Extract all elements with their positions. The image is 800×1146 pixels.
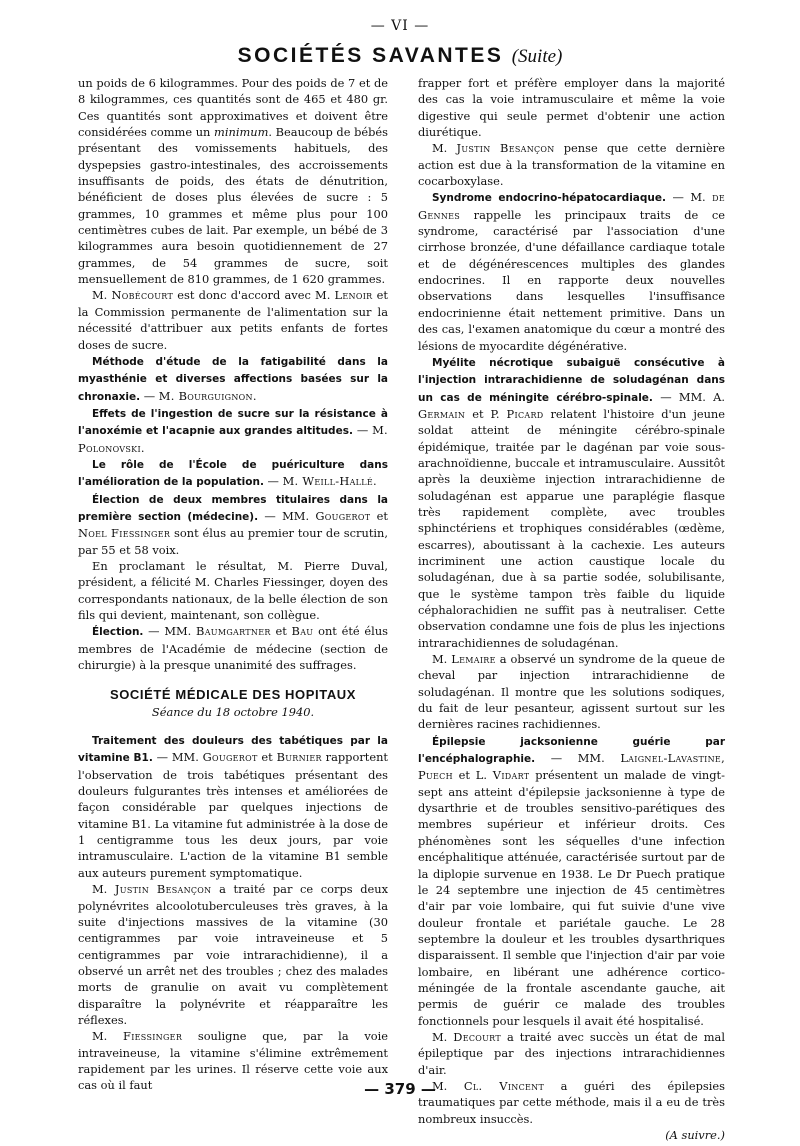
header-title: SOCIÉTÉS SAVANTES (237, 44, 504, 67)
paragraph: M. Decourt a traité avec succès un état de mal épileptique par des injections intrarachidiennes d'air. (418, 1029, 725, 1077)
communication: Élection. — MM. Baumgartner et Bau ont été élus membres de l'Académie de médecine (section de chirurgie) à la presque unanimité des suffrages. (78, 624, 389, 673)
paragraph: M. Lemaire a observé un syndrome de la queue de cheval par injection intrarachidienne de soludagénan. Il montre que les solutions sodiques, du fait de leur pesanteur, agissent surtout sur les dernières racines rachidiennes. (418, 652, 726, 732)
header-suite: (Suite) (511, 46, 563, 67)
communication: Élection de deux membres titulaires dans la première section (médecine). — MM. Gougerot et Noel Fiessinger sont élus au premier tour de scrutin, par 55 et 58 voix. (78, 493, 388, 557)
communication: Épilepsie jacksonienne guérie par l'encéphalographie. — MM. Laignel-Lavastine, Puech et L. Vidart présentent un malade de vingt-sept ans atteint d'épilepsie jacksonienne à type de dysarthrie et de troubles sensitivo-parétiques des membres supérieur et inférieur droits. Ces phénomènes sont les séquelles d'une infection encéphalitique atténuée, caractérisée surtout par de la diplopie survenue en 1938. Le Dr Puech pratique le 24 septembre une injection de 45 centimètres d'air par voie lombaire, qui fut suivie d'une vive douleur frontale et pariétale gauche. Le 28 septembre la douleur et les troubles dysarthriques disparaissent. Il semble que l'injection d'air par voie lombaire, en libérant une adhérence cortico-méningée de la frontale ascendante gauche, ait permis de guérir ce malade des troubles fonctionnels pour lesquels il avait été hospitalisé. (418, 735, 725, 1028)
communication: Traitement des douleurs des tabétiques par la vitamine B1. — MM. Gougerot et Burnier rapportent l'observation de trois tabétiques présentant des douleurs fulgurantes très intenses et améliorées de façon considérable par quelques injections de vitamine B1. La vitamine fut administrée à la dose de 1 centigramme tous les deux jours, par voie intramusculaire. L'action de la vitamine B1 semble aux auteurs purement symptomatique. (78, 735, 389, 880)
paragraph: frapper fort et préfère employer dans la majorité des cas la voie intramusculaire et même la voie digestive qui seule permet d'obtenir une action diurétique. (418, 76, 725, 140)
page-header (0, 44, 800, 68)
a-suivre: (A suivre.) (665, 1128, 725, 1142)
top-page-number: — VI — (370, 18, 430, 34)
communication: Effets de l'ingestion de sucre sur la résistance à l'anoxémie et l'acapnie aux grandes altitudes. — M. Polonovski. (78, 407, 388, 455)
communication: Myélite nécrotique subaiguë consécutive à l'injection intrarachidienne de soludagénan dans un cas de méningite cérébro-spinale. — MM. A. Germain et P. Picard relatent l'histoire d'un jeune soldat atteint de méningite cérébro-spinale épidémique, traitée par le dagénan par voie sous-arachnoïdienne, buccale et intramusculaire. Aussitôt après la deuxième injection intrarachidienne de soludagénan est apparue une paraplégie flasque très rapidement complète, avec troubles sphinctériens et trophiques considérables (œdème, escarres), aboutissant à la cachexie. Les auteurs incriminent une action caustique locale du soludagénan, due à sa partie sodée, solubilisante, que le système tampon très faible du liquide céphalorachidien ne suffit pas à neutraliser. Cette observation condamne une fois de plus les injections intrarachidiennes de soludagénan. (418, 356, 725, 650)
left-column (78, 75, 388, 1094)
bottom-page-number: — 379 — (364, 1080, 436, 1098)
section-title: SOCIÉTÉ MÉDICALE DES HOPITAUX (109, 687, 357, 703)
paragraph: M. Justin Besançon a traité par ce corps deux polynévrites alcoolotuberculeuses très graves, à la suite d'injections massives de la vitamine (30 centigrammes par voie intraveineuse et 5 centigrammes par voie intrarachidienne), il a observé un arrêt net des troubles ; chez des malades morts de granulie on avait vu complètement disparaître la polynévrite et réapparaître les réflexes. (78, 882, 388, 1027)
paragraph: un poids de 6 kilogrammes. Pour des poids de 7 et de 8 kilogrammes, ces quantités sont de 465 et 480 gr. Ces quantités sont approximatives et doivent être considérées comme un minimum. Beaucoup de bébés présentant des vomissements habituels, des dyspepsies gastro-intestinales, des accroissements insuffisants de poids, des états de dénutrition, bénéficient de doses plus élevées de sucre : 5 grammes, 10 grammes et même plus pour 100 centimètres cubes de lait. Par exemple, un bébé de 3 kilogrammes aura besoin quotidiennement de 27 grammes, de 54 grammes de sucre, soit mensuellement de 810 grammes, de 1 620 grammes. (78, 76, 389, 287)
right-column (418, 75, 725, 1143)
paragraph: M. Nobécourt est donc d'accord avec M. Lenoir et la Commission permanente de l'alimentation sur la nécessité d'attribuer aux petits enfants de fortes doses de sucre. (78, 288, 389, 352)
communication: Méthode d'étude de la fatigabilité dans la myasthénie et diverses affections basées sur la chronaxie. — M. Bourguignon. (78, 355, 388, 403)
paragraph: M. Justin Besançon pense que cette dernière action est due à la transformation de la vitamine en cocarboxylase. (418, 141, 725, 189)
seance-date: Séance du 18 octobre 1940. (151, 704, 315, 719)
paragraph: En proclamant le résultat, M. Pierre Duval, président, a félicité M. Charles Fiessinger, doyen des correspondants nationaux, de la belle élection de son fils qui devient, maintenant, son collègue. (78, 558, 388, 622)
communication: Le rôle de l'École de puériculture dans l'amélioration de la population. — M. Weill-Hallé. (78, 458, 388, 489)
paragraph: M. Fiessinger souligne que, par la voie intraveineuse, la vitamine s'élimine extrêmement rapidement par les urines. Il réserve cette voie aux cas où il faut (78, 1029, 388, 1093)
communication: Syndrome endocrino-hépatocardiaque. — M. de Gennes rappelle les principaux traits de ce syndrome, caractérisé par l'association d'une cirrhose bronzée, d'une défaillance cardiaque totale et de dégénérescences multiples des glandes endocrines. Il en rapporte deux nouvelles observations dans lesquelles l'insuffisance endocrinienne était nettement primitive. Dans un des cas, l'examen anatomique du cœur a montré des lésions de myocardite dégénérative. (418, 190, 725, 353)
paragraph: M. Cl. Vincent a guéri des épilepsies traumatiques par cette méthode, mais il a eu de très nombreux insuccès. (418, 1078, 725, 1126)
